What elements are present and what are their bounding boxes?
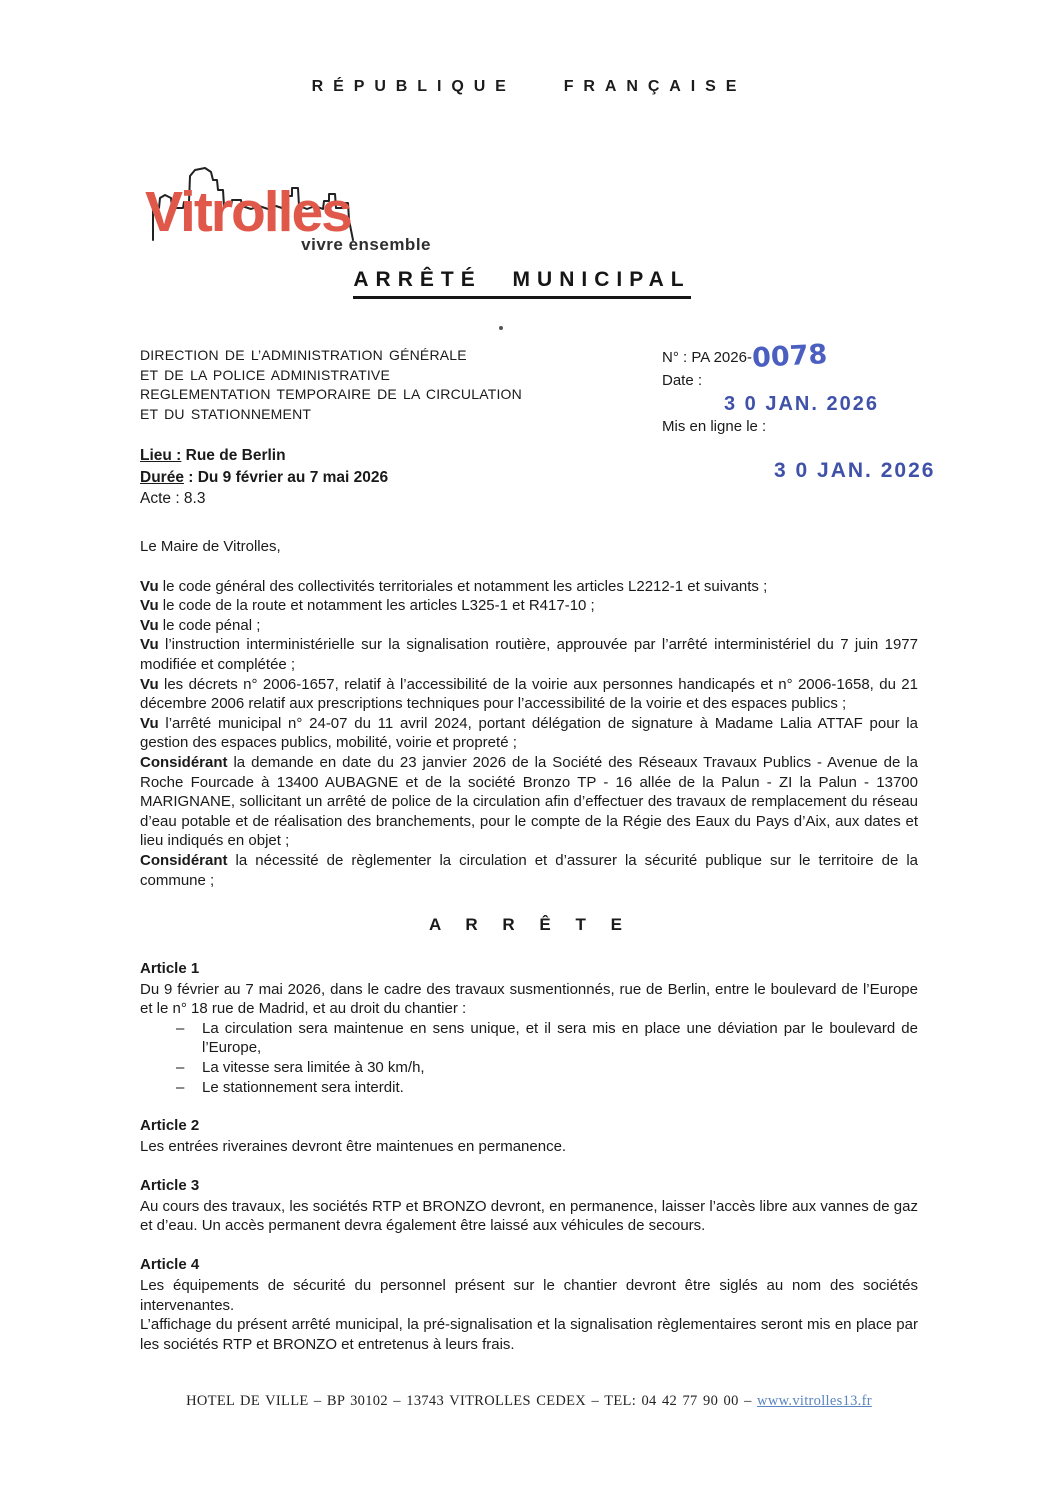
vu-paragraph: Vu les décrets n° 2006-1657, relatif à l’accessibilité de la voirie aux personnes handicapés et n° 2006-1658, du 21 décembre 2006 relatif aux prescriptions techniques pour l’accessibilité de la voirie et des espaces publics ; <box>140 675 918 713</box>
lieu-line <box>140 445 662 467</box>
handwritten-decree-number: 0078 <box>751 339 828 374</box>
lieu-value: Rue de Berlin <box>181 447 286 464</box>
article-1 <box>140 959 918 1098</box>
date-label: Date : <box>662 372 703 389</box>
meta-left-column <box>140 346 662 510</box>
article-bullet-list <box>140 1019 918 1097</box>
footer-website-link[interactable]: www.vitrolles13.fr <box>757 1393 872 1409</box>
direction-line: REGLEMENTATION TEMPORAIRE DE LA CIRCULATION <box>140 386 522 402</box>
direction-line: DIRECTION DE L’ADMINISTRATION GÉNÉRALE <box>140 347 467 363</box>
date-stamp: 3 0 JAN. 2026 <box>724 393 879 415</box>
online-date-stamp: 3 0 JAN. 2026 <box>774 459 936 482</box>
list-item: – Le stationnement sera interdit. <box>176 1078 404 1096</box>
article-title: Article 1 <box>140 959 200 977</box>
meta-right-column <box>662 339 938 510</box>
article-paragraph: Les équipements de sécurité du personnel présent sur le chantier devront être siglés au nom des sociétés intervenantes. <box>140 1277 918 1314</box>
online-label: Mis en ligne le : <box>662 418 767 435</box>
footer-address: HOTEL DE VILLE – BP 30102 – 13743 VITROLLES CEDEX – TEL: 04 42 77 90 00 – <box>186 1393 758 1409</box>
dash-bullet-icon: – <box>176 1059 185 1077</box>
article-title: Article 4 <box>140 1256 200 1274</box>
logo-wordmark: Vitrolles <box>145 180 351 244</box>
scan-speck <box>499 326 503 330</box>
republique-heading: RÉPUBLIQUE FRANÇAISE <box>311 78 747 95</box>
acte-line: Acte : 8.3 <box>140 490 206 507</box>
considerant-paragraph: Considérant la demande en date du 23 janvier 2026 de la Société des Réseaux Travaux Publics - Avenue de la Roche Fourcade à 13400 AUBAGNE et de la société Bronzo TP - 16 allée de la Palun - ZI la Palun - 13700 MARIGNANE, sollicitant un arrêté de police de la circulation afin d’effectuer des travaux de remplacement du réseau d’eau potable et de réalisation des branchements, pour le compte de la Régie des Eaux du Pays d’Aix, aux dates et lieu indiqués en objet ; <box>140 753 918 850</box>
article-2 <box>140 1116 918 1157</box>
decree-body <box>140 537 918 1354</box>
arrete-heading: A R R Ê T E <box>429 915 629 935</box>
article-paragraph: Du 9 février au 7 mai 2026, dans le cadre des travaux susmentionnés, rue de Berlin, entre le boulevard de l’Europe et le n° 18 rue de Madrid, et au droit du chantier : <box>140 980 918 1018</box>
direction-line: ET DU STATIONNEMENT <box>140 405 312 422</box>
direction-line: ET DE LA POLICE ADMINISTRATIVE <box>140 366 390 383</box>
article-paragraph: Les entrées riveraines devront être maintenues en permanence. <box>140 1138 567 1156</box>
decree-number-line <box>662 339 938 374</box>
article-paragraph: Au cours des travaux, les sociétés RTP et BRONZO devront, en permanence, laisser l’accès libre aux vannes de gaz et d’eau. Un accès permanent devra également être laissé aux véhicules de secours. <box>140 1197 918 1235</box>
footer <box>0 1393 1058 1410</box>
document-title: ARRÊTÉ MUNICIPAL <box>353 268 690 299</box>
vu-paragraph: Vu l’arrêté municipal n° 24-07 du 11 avril 2024, portant délégation de signature à Madame Lalia ATTAF pour la gestion des espaces publics, mobilité, voirie et propreté ; <box>140 714 918 752</box>
decree-number-label: N° : PA 2026- <box>662 349 752 366</box>
vitrolles-logo <box>145 148 445 255</box>
logo-tagline: vivre ensemble <box>301 235 431 254</box>
meta-section <box>140 339 938 510</box>
issuing-direction <box>140 346 662 424</box>
duree-value: : Du 9 février au 7 mai 2026 <box>183 468 389 486</box>
dash-bullet-icon: – <box>176 1019 185 1037</box>
article-title: Article 3 <box>140 1176 200 1194</box>
considerant-paragraph: Considérant la nécessité de règlementer la circulation et d’assurer la sécurité publique sur le territoire de la commune ; <box>140 851 918 889</box>
decree-details <box>140 445 662 510</box>
article-paragraph: L’affichage du présent arrêté municipal, la pré-signalisation et la signalisation règlementaires seront mis en place par les sociétés RTP et BRONZO et entretenus à leurs frais. <box>140 1316 918 1353</box>
vu-paragraph: Vu le code de la route et notamment les articles L325-1 et R417-10 ; <box>140 597 595 615</box>
article-4 <box>140 1255 918 1354</box>
duree-line <box>140 467 662 489</box>
vu-paragraph: Vu le code pénal ; <box>140 616 261 634</box>
article-3 <box>140 1176 918 1236</box>
vu-paragraph: Vu l’instruction interministérielle sur la signalisation routière, approuvée par l’arrêté interministériel du 7 juin 1977 modifiée et complétée ; <box>140 636 918 673</box>
article-title: Article 2 <box>140 1117 200 1135</box>
list-item: – La vitesse sera limitée à 30 km/h, <box>176 1059 425 1077</box>
dash-bullet-icon: – <box>176 1078 185 1096</box>
vu-paragraph: Vu le code général des collectivités territoriales et notamment les articles L2212-1 et suivants ; <box>140 577 768 595</box>
list-item: – La circulation sera maintenue en sens unique, et il sera mis en place une déviation par le boulevard de l’Europe, <box>176 1019 918 1057</box>
lieu-label: Lieu : <box>140 447 182 464</box>
intro-line: Le Maire de Vitrolles, <box>140 538 281 555</box>
duree-label: Durée <box>140 468 184 486</box>
